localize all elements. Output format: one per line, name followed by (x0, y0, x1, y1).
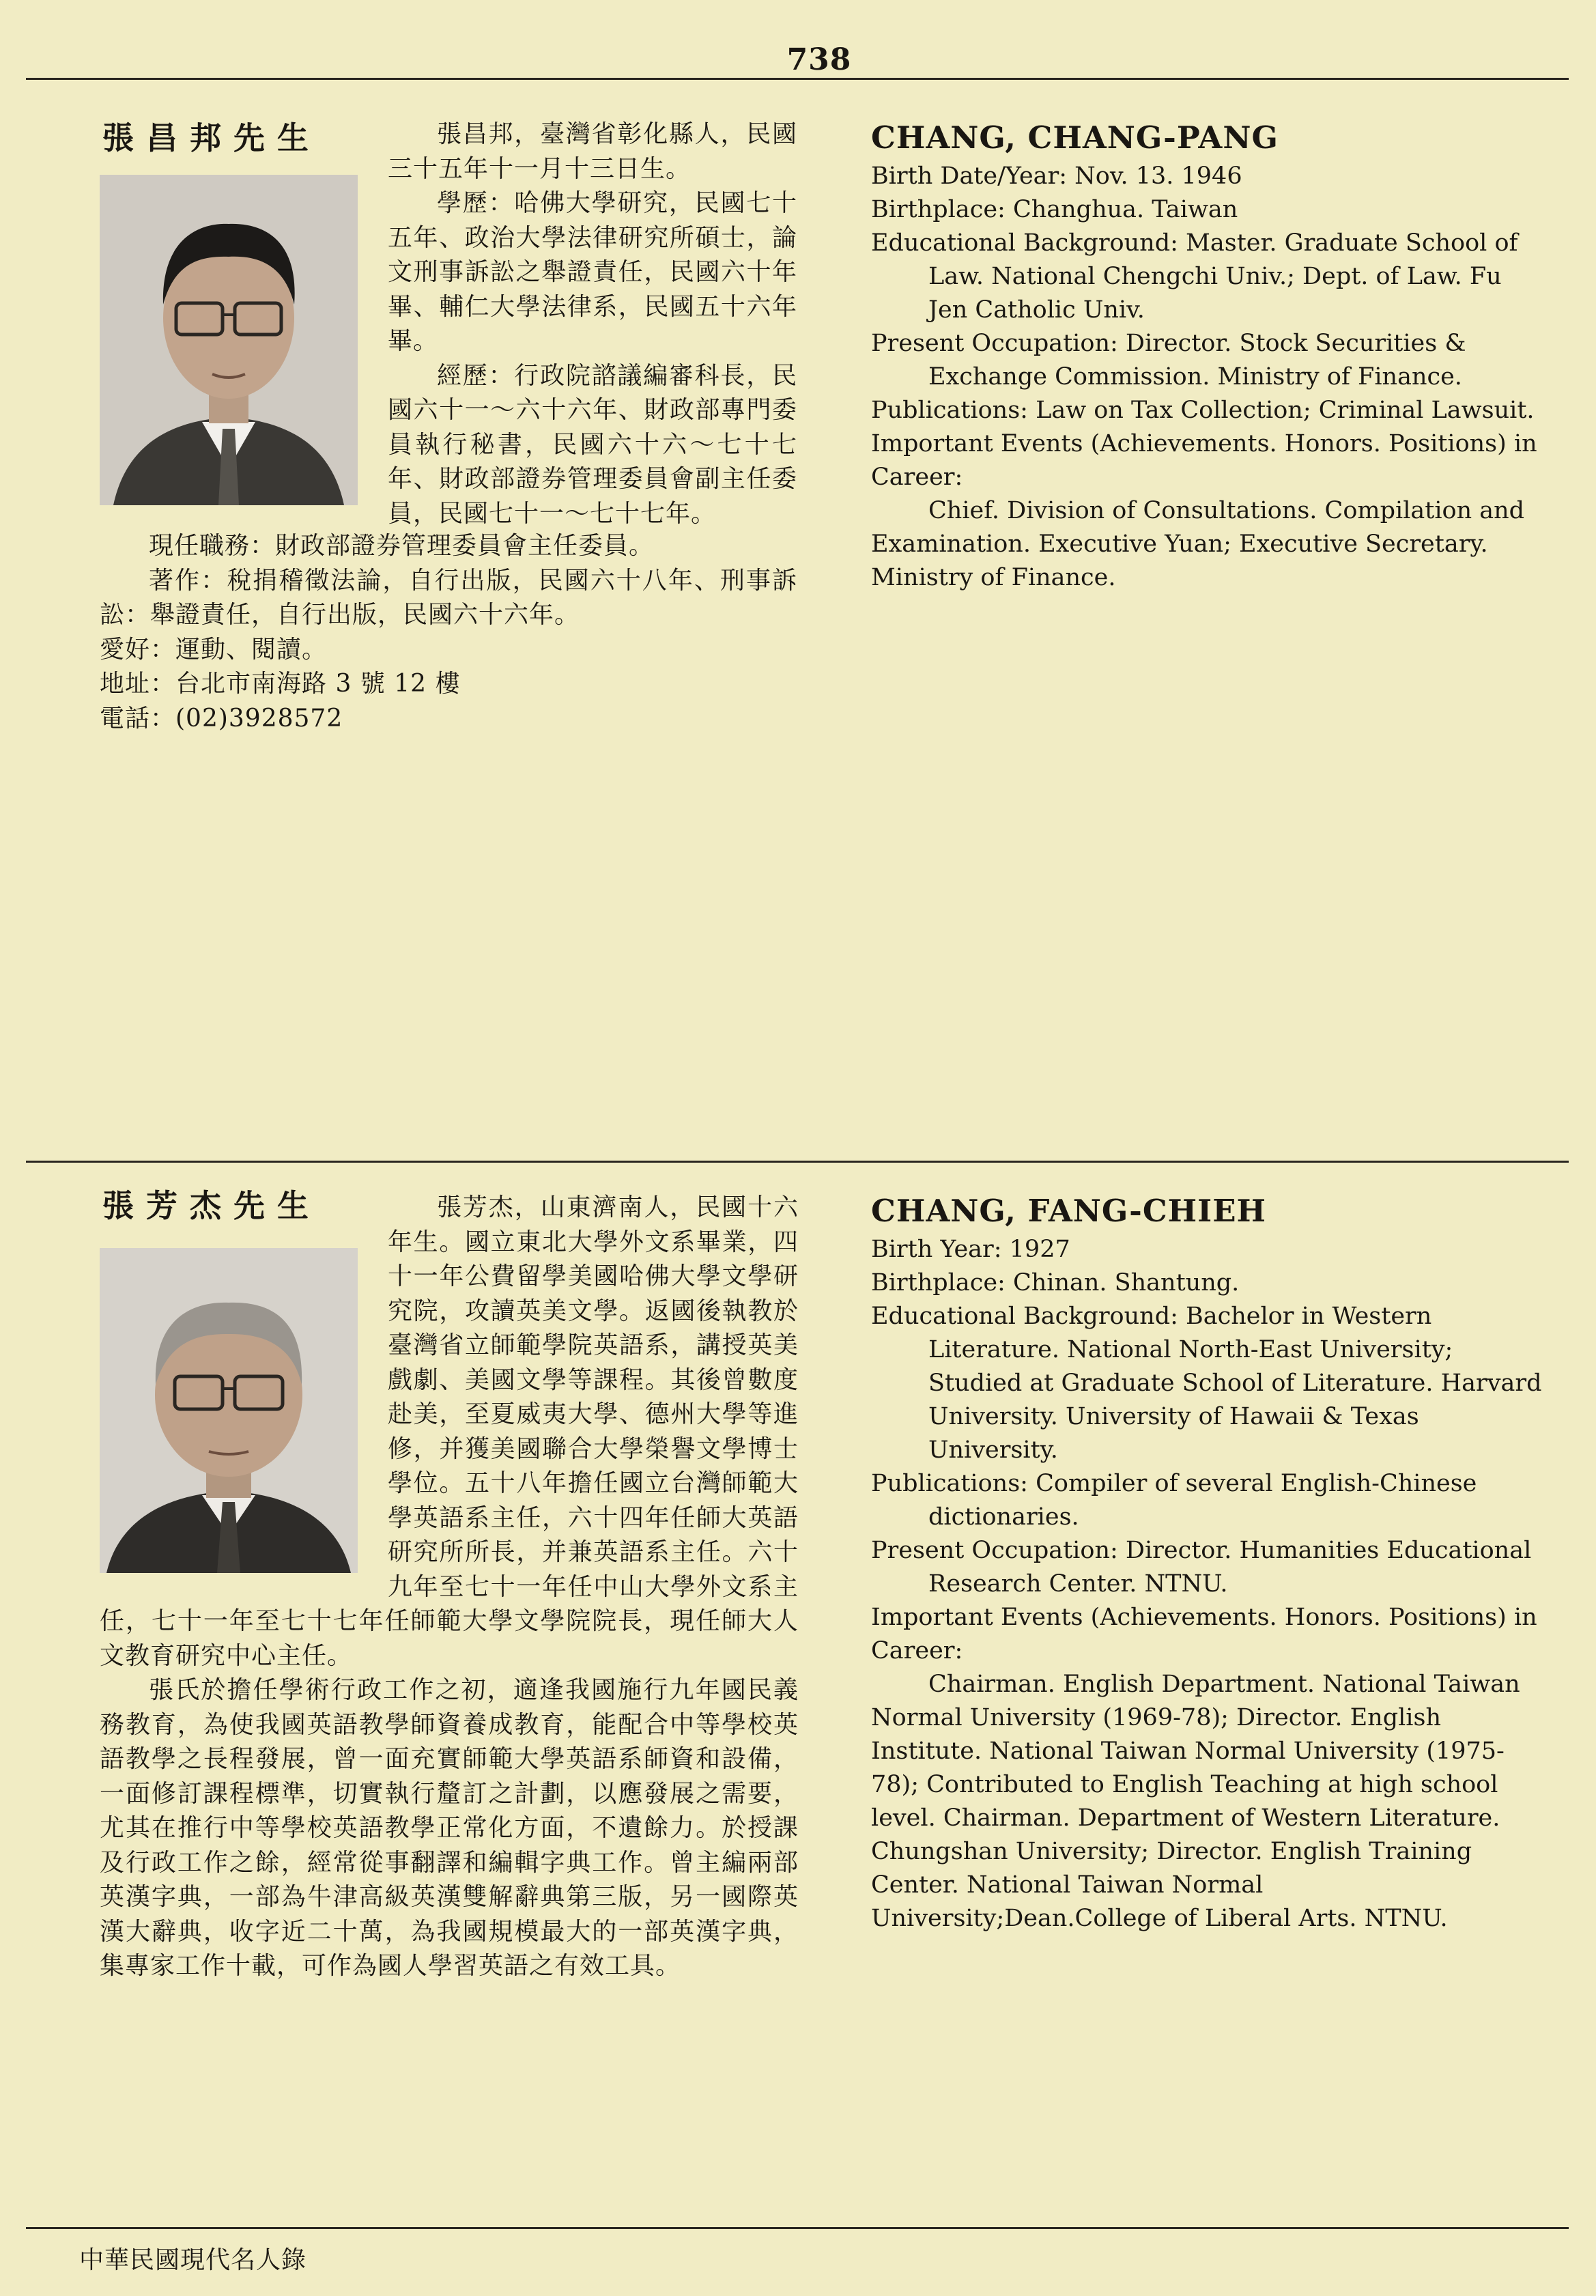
entry-1-experience-zh: 經歷：行政院諮議編審科長，民國六十一～六十六年、財政部專門委員執行秘書，民國六十六～七十七年、財政部證券管理委員會副主任委員，民國七十一～七十七年。 (388, 361, 797, 528)
top-rule (26, 78, 1569, 80)
entry-1-address-zh: 地址：台北市南海路 3 號 12 樓 (100, 670, 461, 698)
book-title-footer: 中華民國現代名人錄 (79, 2246, 307, 2274)
entry-1-intro: 張昌邦，臺灣省彰化縣人，民國三十五年十一月十三日生。 (388, 120, 797, 183)
entry-2-english-bio (871, 1191, 1547, 1936)
page-number: 738 (786, 42, 852, 77)
entry-1-phone-zh: 電話：(02)3928572 (100, 704, 343, 733)
entry-2-birth-year: Birth Year: 1927 (871, 1236, 1070, 1263)
entry-1-events: Chief. Division of Consultations. Compilation and Examination. Executive Yuan; Executive Secretary. Ministry of Finance. (871, 497, 1525, 591)
entry-divider (26, 1161, 1569, 1163)
entry-2-events-label: Important Events (Achievements. Honors. Positions) in Career: (871, 1604, 1537, 1664)
entry-1-english-bio (871, 117, 1547, 595)
entry-2-chinese-bio (100, 1191, 799, 1984)
entry-1-education: Educational Background: Master. Graduate School of Law. National Chengchi Univ.; Dept. of Law. Fu Jen Catholic Univ. (871, 229, 1518, 324)
entry-2-english-name: CHANG, FANG-CHIEH (871, 1193, 1267, 1229)
entry-2-photo-float (100, 1191, 388, 1589)
entry-2-bio-zh: 張芳杰，山東濟南人，民國十六年生。國立東北大學外文系畢業，四十一年公費留學美國哈佛大學文學研究院，攻讀英美文學。返國後執教於臺灣省立師範學院英語系，講授英美戲劇、美國文學等課程。其後曾數度赴美，至夏威夷大學、德州大學等進修，并獲美國聯合大學榮譽文學博士學位。五十八年擔任國立台灣師範大學英語系主任，六十四年任師大英語研究所所長，并兼英語系主任。六十九年至七十一年任中山大學外文系主任，七十一年至七十七年任師範大學文學院院長，現任師大人文教育研究中心主任。 (100, 1193, 799, 1670)
entry-1-english-name: CHANG, CHANG-PANG (871, 119, 1279, 156)
entry-2-publications: Publications: Compiler of several English-Chinese dictionaries. (871, 1470, 1477, 1531)
entry-1-chinese-name: 張昌邦先生 (102, 119, 321, 156)
entry-2-bio2-zh: 張氏於擔任學術行政工作之初，適逢我國施行九年國民義務教育，為使我國英語教學師資養成教育，能配合中等學校英語教學之長程發展，曾一面充實師範大學英語系師資和設備，一面修訂課程標準，切實執行釐訂之計劃，以應發展之需要，尤其在推行中等學校英語教學正常化方面，不遺餘力。於授課及行政工作之餘，經常從事翻譯和編輯字典工作。曾主編兩部英漢字典，一部為牛津高級英漢雙解辭典第三版，另一國際英漢大辭典，收字近二十萬，為我國規模最大的一部英漢字典，集專家工作十載，可作為國人學習英語之有效工具。 (100, 1676, 799, 1980)
bottom-rule (26, 2227, 1569, 2229)
entry-2-events: Chairman. English Department. National Taiwan Normal University (1969-78); Director. English Institute. National Taiwan Normal University (1975-78); Contributed to English Teaching at high school level. Chairman. Department of Western Literature. Chungshan University; Director. English Training Center. National Taiwan Normal University;Dean.College of Liberal Arts. NTNU. (871, 1671, 1520, 1932)
entry-1-publications-zh: 著作：稅捐稽徵法論，自行出版，民國六十八年、刑事訴訟：舉證責任，自行出版，民國六十六年。 (100, 566, 797, 629)
entry-1-current-position-zh: 現任職務：財政部證券管理委員會主任委員。 (149, 532, 655, 560)
entry-1-events-label: Important Events (Achievements. Honors. Positions) in Career: (871, 430, 1537, 491)
entry-1-hobbies-zh: 愛好：運動、閱讀。 (100, 635, 328, 664)
entry-1-portrait-photo (100, 175, 358, 505)
entry-1-publications: Publications: Law on Tax Collection; Criminal Lawsuit. (871, 397, 1535, 424)
entry-1-chinese-bio-full (100, 529, 797, 736)
entry-2-birthplace: Birthplace: Chinan. Shantung. (871, 1269, 1240, 1296)
entry-1-occupation: Present Occupation: Director. Stock Securities & Exchange Commission. Ministry of Finance. (871, 330, 1466, 391)
entry-1-chinese-bio-side (388, 117, 797, 531)
entry-1-birth-date: Birth Date/Year: Nov. 13. 1946 (871, 162, 1242, 190)
entry-1-birthplace: Birthplace: Changhua. Taiwan (871, 196, 1238, 223)
entry-1-education-zh: 學歷：哈佛大學研究，民國七十五年、政治大學法律研究所碩士，論文刑事訴訟之舉證責任，民國六十年畢、輔仁大學法律系，民國五十六年畢。 (388, 189, 797, 355)
entry-2-chinese-name: 張芳杰先生 (102, 1187, 321, 1224)
entry-2-education: Educational Background: Bachelor in Western Literature. National North-East University; Studied at Graduate School of Literature. Harvard University. University of Hawaii & Texas University. (871, 1303, 1542, 1464)
entry-2-occupation: Present Occupation: Director. Humanities Educational Research Center. NTNU. (871, 1537, 1532, 1598)
